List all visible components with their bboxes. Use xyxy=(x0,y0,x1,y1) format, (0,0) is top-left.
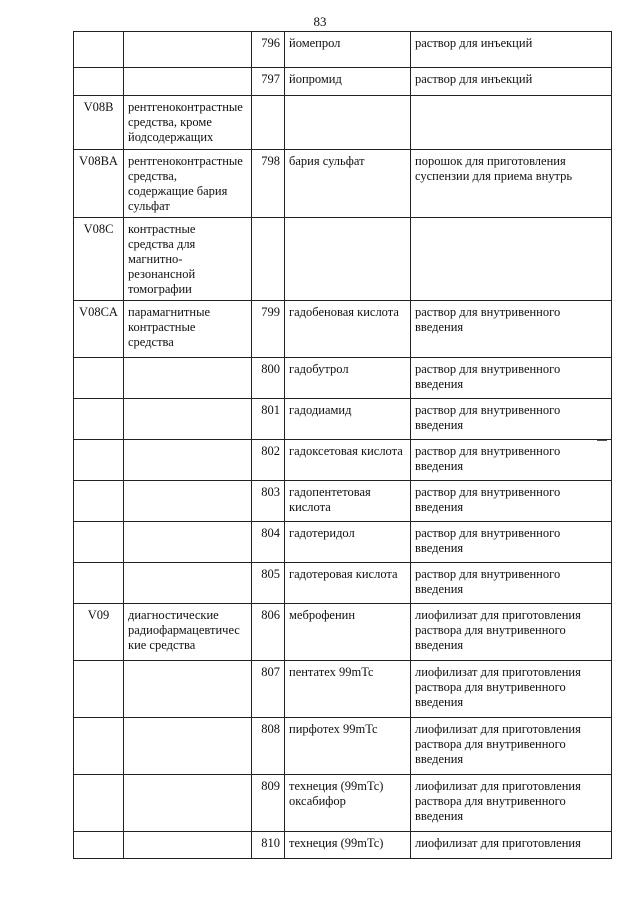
table-row xyxy=(74,96,612,150)
row-number-text: 803 xyxy=(261,485,280,499)
atc-group-cell xyxy=(124,661,252,718)
atc-group-cell xyxy=(124,563,252,604)
drug-table xyxy=(73,31,612,859)
dosage-form-cell xyxy=(411,522,612,563)
row-number-text: 799 xyxy=(261,305,280,319)
atc-group-cell xyxy=(124,832,252,859)
drug-name-cell xyxy=(285,399,411,440)
drug-name-cell xyxy=(285,358,411,399)
atc-code-cell xyxy=(74,32,124,68)
drug-name-text: гадобутрол xyxy=(289,362,349,376)
dosage-form-cell xyxy=(411,563,612,604)
row-number-cell xyxy=(252,358,285,399)
table-row xyxy=(74,32,612,68)
edge-mark xyxy=(597,440,607,441)
row-number-text: 804 xyxy=(261,526,280,540)
drug-name-text: гадодиамид xyxy=(289,403,352,417)
atc-code-text: V08CA xyxy=(79,305,118,319)
row-number-text: 805 xyxy=(261,567,280,581)
atc-code-text: V08BA xyxy=(79,154,118,168)
table-row xyxy=(74,150,612,218)
dosage-form-cell xyxy=(411,358,612,399)
atc-code-text: V09 xyxy=(87,608,110,622)
atc-group-cell xyxy=(124,604,252,661)
dosage-form-cell xyxy=(411,440,612,481)
row-number-cell xyxy=(252,563,285,604)
atc-group-cell xyxy=(124,718,252,775)
atc-code-cell xyxy=(74,604,124,661)
dosage-form-text: раствор для внутривенного введения xyxy=(415,403,561,432)
row-number-text: 802 xyxy=(261,444,280,458)
row-number-cell xyxy=(252,775,285,832)
atc-code-cell xyxy=(74,440,124,481)
dosage-form-cell xyxy=(411,68,612,96)
row-number-cell xyxy=(252,440,285,481)
dosage-form-cell xyxy=(411,218,612,301)
drug-name-cell xyxy=(285,32,411,68)
drug-name-text: йомепрол xyxy=(289,36,341,50)
row-number-cell xyxy=(252,661,285,718)
dosage-form-text: раствор для внутривенного введения xyxy=(415,567,561,596)
atc-group-cell xyxy=(124,440,252,481)
atc-code-cell xyxy=(74,399,124,440)
row-number-cell xyxy=(252,832,285,859)
row-number-cell xyxy=(252,301,285,358)
row-number-cell xyxy=(252,481,285,522)
row-number-text: 796 xyxy=(261,36,280,50)
row-number-text: 806 xyxy=(261,608,280,622)
drug-name-cell xyxy=(285,563,411,604)
atc-group-cell xyxy=(124,522,252,563)
row-number-text: 808 xyxy=(261,722,280,736)
dosage-form-text: раствор для инъекций xyxy=(415,36,533,50)
dosage-form-cell xyxy=(411,96,612,150)
table-row xyxy=(74,358,612,399)
drug-name-text: пирфотех 99mTc xyxy=(289,722,378,736)
atc-group-text: контрастные средства для магнитно- резонансной томографии xyxy=(128,222,196,296)
table-row xyxy=(74,399,612,440)
atc-code-cell xyxy=(74,481,124,522)
dosage-form-text: лиофилизат для приготовления раствора для внутривенного введения xyxy=(415,779,581,823)
atc-group-cell xyxy=(124,775,252,832)
row-number-text: 797 xyxy=(261,72,280,86)
atc-code-cell xyxy=(74,718,124,775)
dosage-form-cell xyxy=(411,399,612,440)
atc-code-cell xyxy=(74,96,124,150)
dosage-form-cell xyxy=(411,604,612,661)
atc-code-cell xyxy=(74,522,124,563)
atc-code-cell xyxy=(74,661,124,718)
row-number-cell xyxy=(252,604,285,661)
row-number-cell xyxy=(252,399,285,440)
row-number-cell xyxy=(252,218,285,301)
atc-code-cell xyxy=(74,563,124,604)
atc-code-cell xyxy=(74,832,124,859)
drug-name-cell xyxy=(285,218,411,301)
table-row xyxy=(74,481,612,522)
row-number-text: 809 xyxy=(261,779,280,793)
drug-name-text: гадобеновая кислота xyxy=(289,305,399,319)
drug-name-text: технеция (99mTc) оксабифор xyxy=(289,779,384,808)
atc-group-cell xyxy=(124,96,252,150)
drug-name-text: гадотеридол xyxy=(289,526,355,540)
dosage-form-text: лиофилизат для приготовления раствора для внутривенного введения xyxy=(415,665,581,709)
drug-name-text: гадотеровая кислота xyxy=(289,567,398,581)
drug-name-cell xyxy=(285,775,411,832)
table-row xyxy=(74,604,612,661)
dosage-form-text: раствор для внутривенного введения xyxy=(415,526,561,555)
atc-group-text: рентгеноконтрастные средства, кроме йодсодержащих xyxy=(128,100,243,144)
atc-group-cell xyxy=(124,150,252,218)
atc-code-cell xyxy=(74,150,124,218)
atc-group-cell xyxy=(124,399,252,440)
atc-group-text: рентгеноконтрастные средства, содержащие бария сульфат xyxy=(128,154,243,213)
dosage-form-text: порошок для приготовления суспензии для приема внутрь xyxy=(415,154,573,183)
table-row xyxy=(74,301,612,358)
row-number-text: 800 xyxy=(261,362,280,376)
dosage-form-text: раствор для внутривенного введения xyxy=(415,305,561,334)
drug-name-cell xyxy=(285,96,411,150)
atc-code-text: V08C xyxy=(83,222,114,236)
drug-name-cell xyxy=(285,832,411,859)
drug-name-cell xyxy=(285,522,411,563)
table-row xyxy=(74,522,612,563)
table-row xyxy=(74,775,612,832)
atc-group-cell xyxy=(124,481,252,522)
drug-name-text: технеция (99mTc) xyxy=(289,836,384,850)
atc-group-cell xyxy=(124,358,252,399)
atc-code-cell xyxy=(74,218,124,301)
atc-code-cell xyxy=(74,68,124,96)
dosage-form-cell xyxy=(411,832,612,859)
dosage-form-text: раствор для инъекций xyxy=(415,72,533,86)
row-number-text: 807 xyxy=(261,665,280,679)
dosage-form-cell xyxy=(411,32,612,68)
drug-name-cell xyxy=(285,68,411,96)
drug-name-cell xyxy=(285,481,411,522)
dosage-form-text: лиофилизат для приготовления раствора для внутривенного введения xyxy=(415,608,581,652)
atc-group-cell xyxy=(124,68,252,96)
atc-code-cell xyxy=(74,301,124,358)
drug-name-text: гадоксетовая кислота xyxy=(289,444,403,458)
atc-group-text: парамагнитные контрастные средства xyxy=(128,305,211,349)
drug-name-text: гадопентетовая кислота xyxy=(289,485,371,514)
row-number-cell xyxy=(252,150,285,218)
table-row xyxy=(74,440,612,481)
drug-name-text: меброфенин xyxy=(289,608,356,622)
drug-name-cell xyxy=(285,604,411,661)
table-row xyxy=(74,661,612,718)
drug-name-text: йопромид xyxy=(289,72,342,86)
drug-name-cell xyxy=(285,661,411,718)
table-row xyxy=(74,218,612,301)
atc-group-text: диагностические радиофармацевтичес кие средства xyxy=(128,608,240,652)
page-number: 83 xyxy=(313,14,327,29)
dosage-form-cell xyxy=(411,775,612,832)
dosage-form-text: раствор для внутривенного введения xyxy=(415,485,561,514)
dosage-form-text: лиофилизат для приготовления xyxy=(415,836,581,850)
dosage-form-cell xyxy=(411,301,612,358)
dosage-form-text: раствор для внутривенного введения xyxy=(415,362,561,391)
atc-code-text: V08B xyxy=(83,100,114,114)
dosage-form-cell xyxy=(411,150,612,218)
atc-code-cell xyxy=(74,358,124,399)
row-number-text: 798 xyxy=(261,154,280,168)
table-row xyxy=(74,68,612,96)
drug-name-cell xyxy=(285,440,411,481)
dosage-form-cell xyxy=(411,718,612,775)
dosage-form-cell xyxy=(411,481,612,522)
atc-group-cell xyxy=(124,301,252,358)
drug-name-text: бария сульфат xyxy=(289,154,365,168)
table-row xyxy=(74,718,612,775)
row-number-cell xyxy=(252,68,285,96)
dosage-form-text: раствор для внутривенного введения xyxy=(415,444,561,473)
drug-name-cell xyxy=(285,150,411,218)
table-row xyxy=(74,563,612,604)
row-number-text: 801 xyxy=(261,403,280,417)
atc-code-cell xyxy=(74,775,124,832)
atc-group-cell xyxy=(124,32,252,68)
row-number-cell xyxy=(252,96,285,150)
drug-name-cell xyxy=(285,301,411,358)
row-number-text: 810 xyxy=(261,836,280,850)
table-row xyxy=(74,832,612,859)
dosage-form-cell xyxy=(411,661,612,718)
dosage-form-text: лиофилизат для приготовления раствора для внутривенного введения xyxy=(415,722,581,766)
row-number-cell xyxy=(252,32,285,68)
drug-name-cell xyxy=(285,718,411,775)
row-number-cell xyxy=(252,522,285,563)
table-body xyxy=(74,32,612,859)
drug-name-text: пентатех 99mTc xyxy=(289,665,374,679)
atc-group-cell xyxy=(124,218,252,301)
row-number-cell xyxy=(252,718,285,775)
